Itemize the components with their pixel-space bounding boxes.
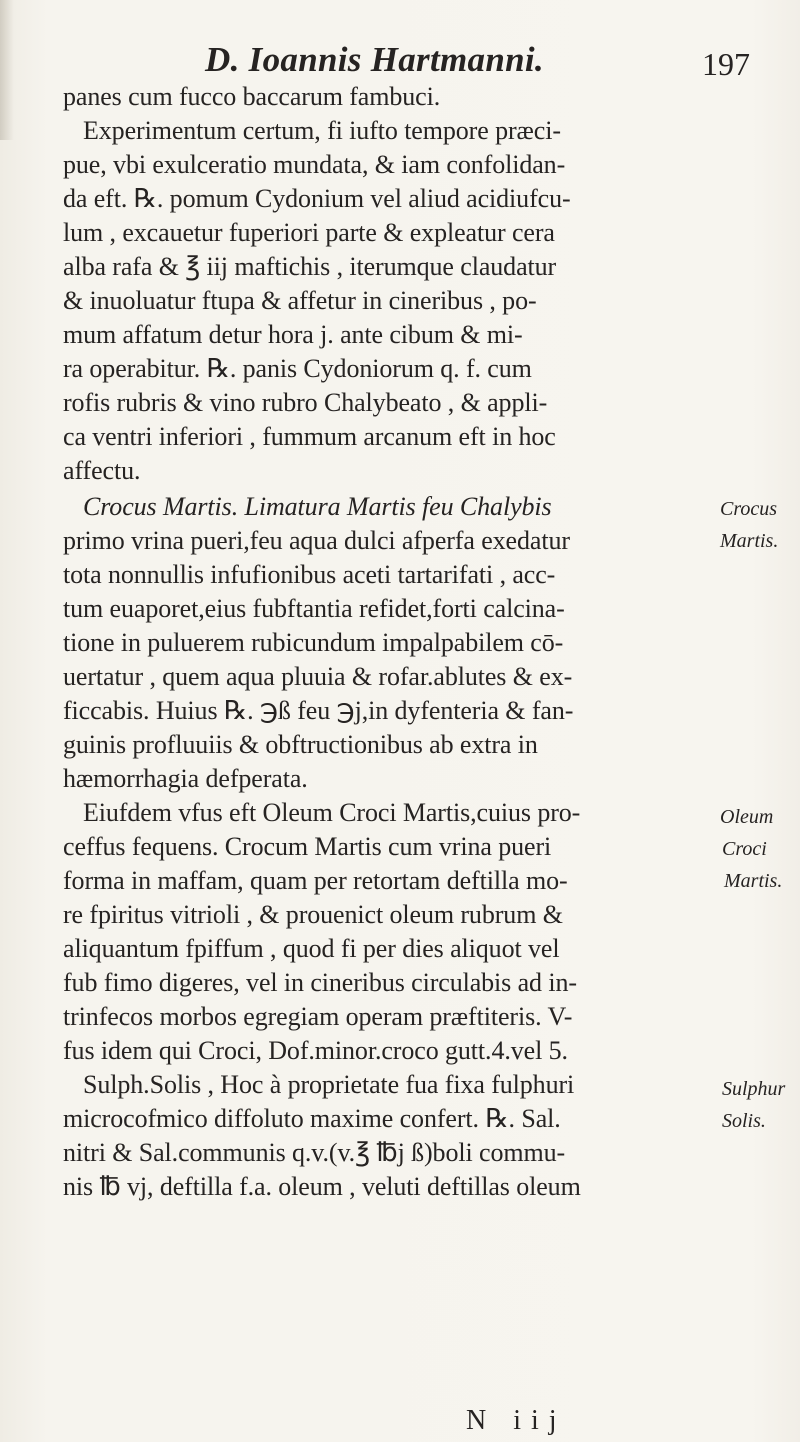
text-line: rofis rubris & vino rubro Chalybeato , & appli- bbox=[63, 388, 548, 417]
text-line: nitri & Sal.communis q.v.(v.℥ ℔j ß)boli commu- bbox=[63, 1138, 566, 1167]
text-line: tione in puluerem rubicundum impalpabilem cō- bbox=[63, 628, 564, 657]
text-line: & inuoluatur ftupa & affetur in cineribus , po- bbox=[63, 286, 537, 315]
text-line: lum , excauetur fuperiori parte & expleatur cera bbox=[63, 218, 555, 247]
page-header bbox=[0, 38, 800, 88]
text-line: fub fimo digeres, vel in cineribus circulabis ad in- bbox=[63, 968, 577, 997]
text-line: microcofmico diffoluto maxime confert. ℞. Sal. bbox=[63, 1104, 561, 1133]
margin-note-oleum: Oleum bbox=[720, 806, 774, 828]
text-line: uertatur , quem aqua pluuia & rofar.ablutes & ex- bbox=[63, 662, 573, 691]
text-line: guinis profluuiis & obftructionibus ab extra in bbox=[63, 730, 538, 759]
text-line: aliquantum fpiffum , quod fi per dies aliquot vel bbox=[63, 934, 560, 963]
text-line: Sulph.Solis , Hoc à proprietate fua fixa fulphuri bbox=[83, 1070, 575, 1099]
text-line: Crocus Martis. Limatura Martis feu Chalybis bbox=[83, 492, 552, 521]
text-line: forma in maffam, quam per retortam deftilla mo- bbox=[63, 866, 568, 895]
margin-note-solis: Solis. bbox=[722, 1110, 766, 1132]
text-line: primo vrina pueri,feu aqua dulci afperfa exedatur bbox=[63, 526, 570, 555]
text-line: ra operabitur. ℞. panis Cydoniorum q. f. cum bbox=[63, 354, 532, 383]
text-line: hæmorrhagia defperata. bbox=[63, 764, 308, 793]
text-line: Eiufdem vfus eft Oleum Croci Martis,cuius pro- bbox=[83, 798, 581, 827]
text-line: re fpiritus vitrioli , & prouenict oleum rubrum & bbox=[63, 900, 563, 929]
text-line: affectu. bbox=[63, 456, 141, 485]
text-line: pue, vbi exulceratio mundata, & iam confolidan- bbox=[63, 150, 566, 179]
margin-note-martis-2: Martis. bbox=[724, 870, 783, 892]
text-line: Experimentum certum, fi iufto tempore præci- bbox=[83, 116, 561, 145]
margin-note-martis: Martis. bbox=[720, 530, 779, 552]
text-line: nis ℔ vj, deftilla f.a. oleum , veluti deftillas oleum bbox=[63, 1172, 581, 1201]
margin-note-crocus: Crocus bbox=[720, 498, 778, 520]
signature-mark: N iij bbox=[466, 1405, 567, 1436]
margin-note-sulphur: Sulphur bbox=[722, 1078, 786, 1100]
text-line: ceffus fequens. Crocum Martis cum vrina pueri bbox=[63, 832, 552, 861]
page-number: 197 bbox=[702, 46, 750, 82]
text-line: tota nonnullis infufionibus aceti tartarifati , acc- bbox=[63, 560, 556, 589]
text-line: fus idem qui Croci, Dof.minor.croco gutt.4.vel 5. bbox=[63, 1036, 568, 1065]
text-line: panes cum fucco baccarum fambuci. bbox=[63, 82, 441, 111]
margin-note-croci: Croci bbox=[722, 838, 767, 860]
text-line: da eft. ℞. pomum Cydonium vel aliud acidiufcu- bbox=[63, 184, 571, 213]
text-line: trinfecos morbos egregiam operam præftiteris. V- bbox=[63, 1002, 573, 1031]
text-line: alba rafa & ℥ iij maftichis , iterumque claudatur bbox=[63, 252, 557, 281]
text-line: ficcabis. Huius ℞. ℈ß feu ℈j,in dyfenteria & fan- bbox=[63, 696, 574, 725]
text-line: ca ventri inferiori , fummum arcanum eft in hoc bbox=[63, 422, 556, 451]
text-line: mum affatum detur hora j. ante cibum & mi- bbox=[63, 320, 523, 349]
text-line: tum euaporet,eius fubftantia refidet,forti calcina- bbox=[63, 594, 565, 623]
running-head: D. Ioannis Hartmanni. bbox=[205, 40, 544, 79]
